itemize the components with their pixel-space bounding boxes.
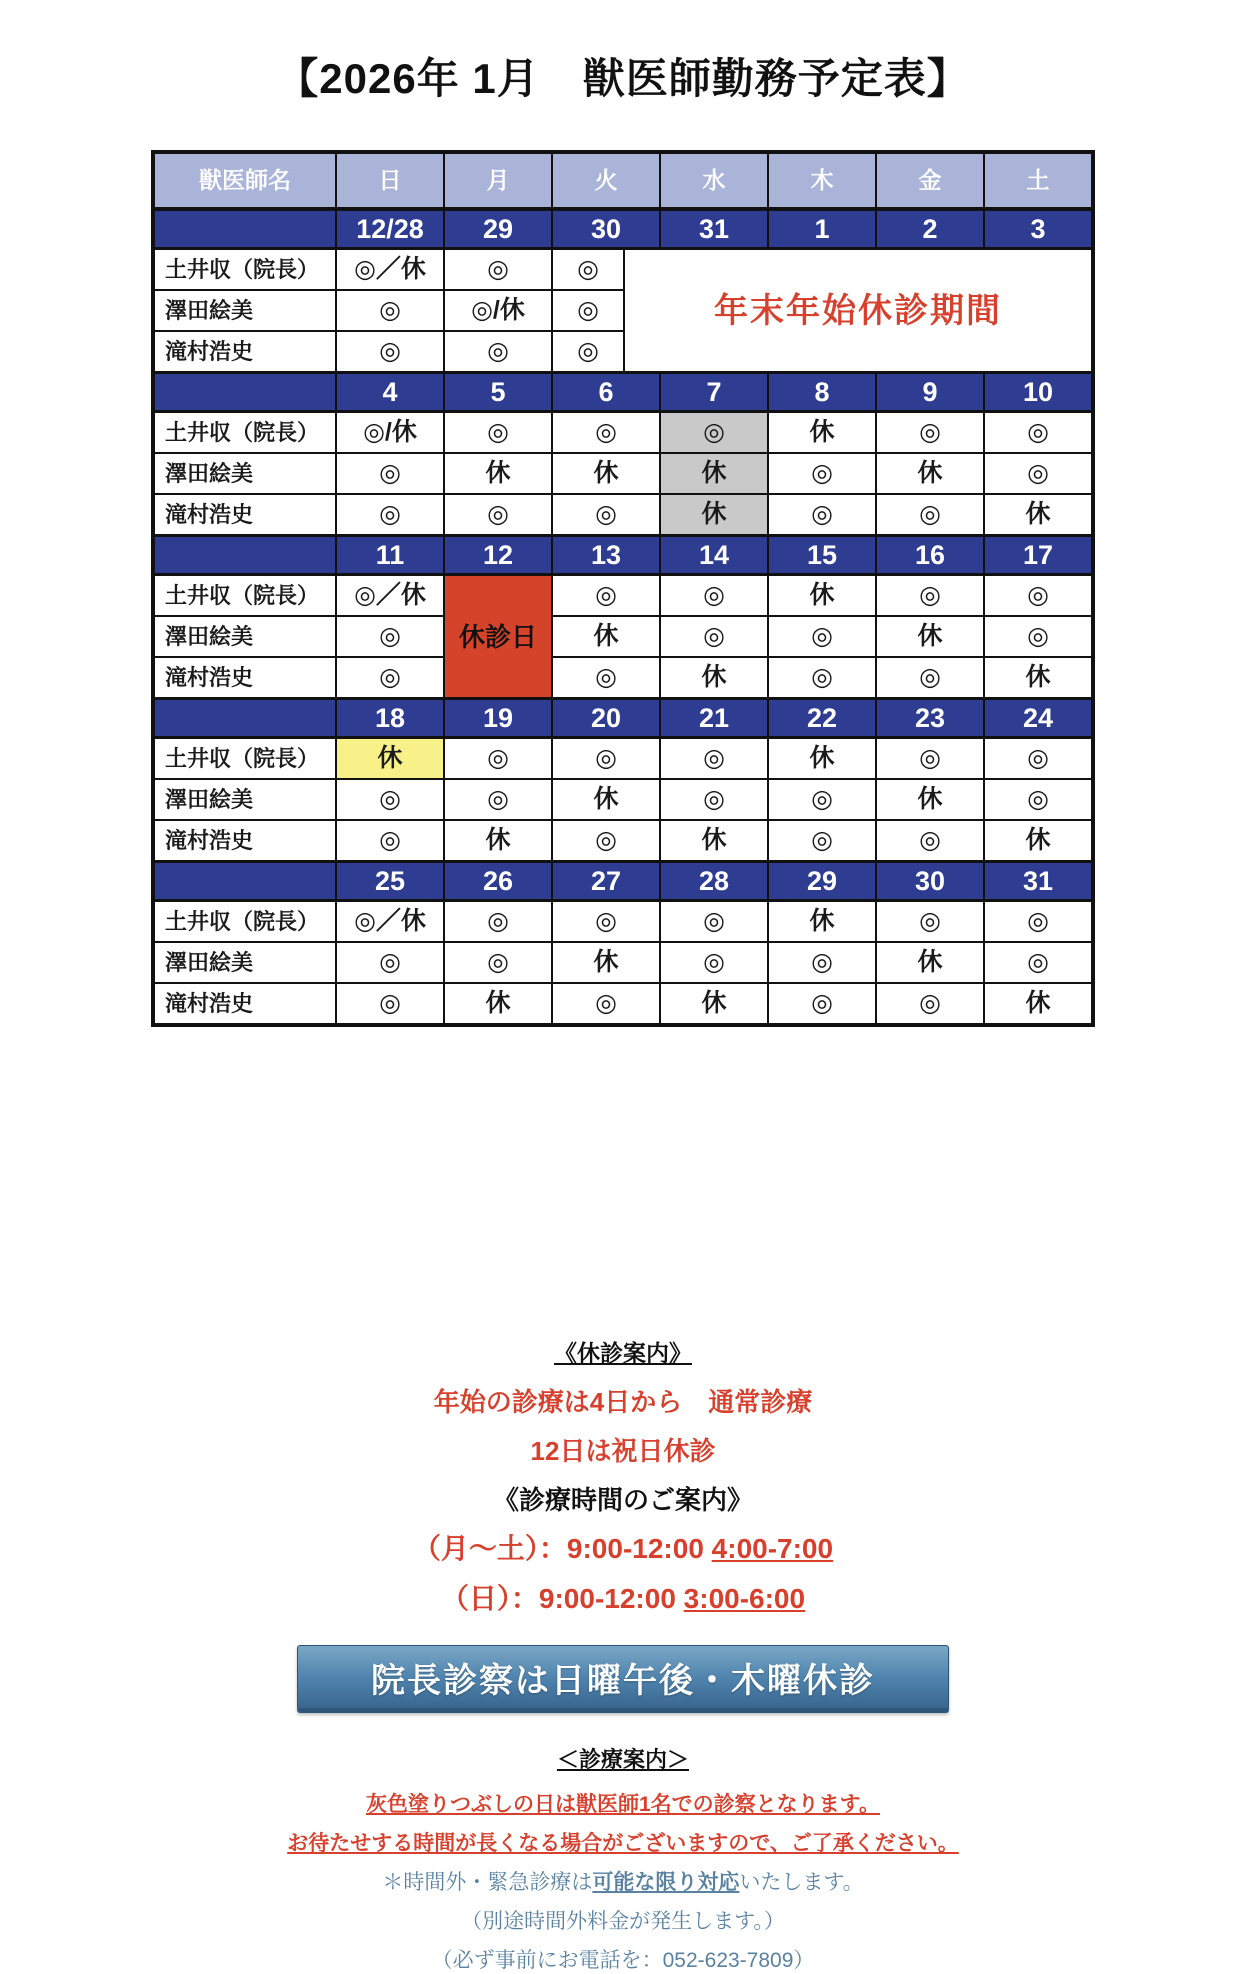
shift-cell: 休 [769, 413, 875, 452]
date-cell: 11 [337, 536, 443, 574]
shift-cell: ◎ [985, 943, 1091, 982]
shift-cell-single-vet: 休 [661, 495, 767, 534]
shift-cell: ◎/休 [445, 291, 551, 330]
shift-cell: ◎／休 [337, 250, 443, 289]
date-cell: 31 [985, 862, 1091, 900]
shift-cell: ◎ [769, 617, 875, 656]
shift-cell: ◎ [553, 413, 659, 452]
shift-cell: 休 [661, 984, 767, 1023]
shift-cell: 休 [769, 739, 875, 778]
date-row-filler [155, 373, 335, 411]
shift-cell: 休 [985, 495, 1091, 534]
vet-name: 滝村浩史 [155, 658, 335, 697]
closure-line-1: 年始の診療は4日から 通常診療 [433, 1387, 813, 1417]
day-header-wed: 水 [661, 154, 767, 208]
shift-cell: ◎ [553, 291, 623, 330]
shift-cell: ◎ [553, 739, 659, 778]
shift-cell: 休 [553, 454, 659, 493]
emergency-note-bold: 可能な限り対応 [592, 1871, 740, 1894]
date-cell: 1 [769, 210, 875, 248]
date-row-filler [155, 536, 335, 574]
shift-cell: 休 [769, 576, 875, 615]
date-row-filler [155, 210, 335, 248]
shift-cell: ◎ [553, 658, 659, 697]
hours-weekday-pm: 4:00-7:00 [711, 1533, 834, 1564]
shift-cell: ◎ [337, 495, 443, 534]
hours-sunday-pm: 3:00-6:00 [683, 1583, 806, 1614]
shift-cell: ◎ [661, 617, 767, 656]
shift-cell: 休 [877, 454, 983, 493]
closure-line-2: 12日は祝日休診 [530, 1436, 716, 1466]
vet-name: 滝村浩史 [155, 495, 335, 534]
date-cell: 7 [661, 373, 767, 411]
shift-cell: ◎ [985, 902, 1091, 941]
closed-day-cell: 休診日 [445, 576, 551, 697]
shift-cell: ◎ [877, 576, 983, 615]
date-cell: 18 [337, 699, 443, 737]
shift-cell: ◎ [769, 984, 875, 1023]
shift-cell-single-vet: ◎ [661, 413, 767, 452]
date-cell: 23 [877, 699, 983, 737]
shift-cell: 休 [661, 821, 767, 860]
date-cell: 25 [337, 862, 443, 900]
vet-name: 土井収（院長） [155, 739, 335, 778]
closure-heading: 《休診案内》 [554, 1340, 692, 1366]
shift-cell: ◎ [445, 495, 551, 534]
date-cell: 8 [769, 373, 875, 411]
shift-cell: ◎ [877, 413, 983, 452]
shift-cell: ◎ [553, 250, 623, 289]
shift-cell: 休 [985, 984, 1091, 1023]
shift-cell: ◎ [769, 658, 875, 697]
info-heading: ＜診療案内＞ [556, 1747, 689, 1772]
emergency-note [0, 1866, 1246, 1896]
date-cell: 5 [445, 373, 551, 411]
shift-cell: 休 [661, 658, 767, 697]
date-row-filler [155, 862, 335, 900]
shift-cell: ◎ [985, 780, 1091, 819]
date-cell: 31 [661, 210, 767, 248]
vet-name: 滝村浩史 [155, 332, 335, 371]
date-cell: 29 [769, 862, 875, 900]
date-cell: 14 [661, 536, 767, 574]
date-cell: 30 [877, 862, 983, 900]
vet-name: 土井収（院長） [155, 902, 335, 941]
shift-cell-director-rest: 休 [337, 739, 443, 778]
vet-name: 滝村浩史 [155, 984, 335, 1023]
corner-header: 獣医師名 [155, 154, 335, 208]
shift-cell: ◎ [769, 943, 875, 982]
shift-cell: ◎ [337, 984, 443, 1023]
shift-cell: 休 [445, 984, 551, 1023]
shift-cell: ◎ [661, 576, 767, 615]
shift-cell: ◎ [553, 984, 659, 1023]
shift-cell: ◎ [337, 780, 443, 819]
phone-note: （必ず事前にお電話を：052-623-7809） [431, 1949, 815, 1972]
shift-cell: ◎ [985, 576, 1091, 615]
shift-cell: ◎ [661, 739, 767, 778]
year-end-closure-note: 年末年始休診期間 [625, 250, 1091, 371]
shift-cell: ◎ [877, 495, 983, 534]
day-header-thu: 木 [769, 154, 875, 208]
shift-cell: ◎ [877, 984, 983, 1023]
shift-cell: ◎ [337, 943, 443, 982]
shift-cell: ◎ [445, 902, 551, 941]
hours-sunday-line [0, 1577, 1246, 1617]
date-cell: 2 [877, 210, 983, 248]
vet-name: 土井収（院長） [155, 413, 335, 452]
hours-weekday-line [0, 1527, 1246, 1567]
date-cell: 9 [877, 373, 983, 411]
date-cell: 12/28 [337, 210, 443, 248]
shift-cell: ◎ [553, 902, 659, 941]
date-cell: 20 [553, 699, 659, 737]
shift-cell: 休 [985, 821, 1091, 860]
director-schedule-banner: 院長診察は日曜午後・木曜休診 [297, 1645, 949, 1713]
date-cell: 22 [769, 699, 875, 737]
shift-cell: 休 [877, 780, 983, 819]
date-cell: 26 [445, 862, 551, 900]
day-header-sat: 土 [985, 154, 1091, 208]
shift-cell: ◎ [985, 617, 1091, 656]
shift-cell: ◎ [445, 332, 551, 371]
closure-notices-section [0, 1335, 1246, 1617]
shift-cell: ◎ [877, 821, 983, 860]
shift-cell: 休 [877, 943, 983, 982]
date-cell: 6 [553, 373, 659, 411]
shift-cell: ◎ [445, 413, 551, 452]
shift-cell: ◎／休 [337, 576, 443, 615]
vet-name: 滝村浩史 [155, 821, 335, 860]
date-cell: 17 [985, 536, 1091, 574]
shift-cell: ◎ [553, 576, 659, 615]
shift-cell: ◎ [337, 332, 443, 371]
shift-cell: 休 [445, 821, 551, 860]
shift-cell: ◎ [661, 780, 767, 819]
day-header-fri: 金 [877, 154, 983, 208]
shift-cell: ◎ [445, 250, 551, 289]
gray-day-note-2: お待たせする時間が長くなる場合がございますので、ご了承ください。 [287, 1832, 959, 1855]
date-cell: 13 [553, 536, 659, 574]
day-header-tue: 火 [553, 154, 659, 208]
shift-cell: 休 [769, 902, 875, 941]
vet-name: 澤田絵美 [155, 943, 335, 982]
shift-cell: ◎ [553, 332, 623, 371]
vet-name: 土井収（院長） [155, 250, 335, 289]
shift-cell: ◎ [661, 943, 767, 982]
hours-sunday-label: （日）：9:00-12:00 [440, 1583, 684, 1614]
date-cell: 30 [553, 210, 659, 248]
shift-cell: 休 [553, 943, 659, 982]
date-cell: 28 [661, 862, 767, 900]
emergency-note-pre: ＊時間外・緊急診療は [382, 1871, 593, 1894]
schedule-table [151, 150, 1095, 1027]
emergency-note-post: いたします。 [739, 1871, 864, 1894]
shift-cell-single-vet: 休 [661, 454, 767, 493]
date-cell: 3 [985, 210, 1091, 248]
shift-cell: ◎ [553, 495, 659, 534]
shift-cell: ◎ [985, 413, 1091, 452]
vet-name: 土井収（院長） [155, 576, 335, 615]
date-cell: 21 [661, 699, 767, 737]
shift-cell: ◎ [877, 658, 983, 697]
shift-cell: ◎ [769, 821, 875, 860]
hours-weekday-label: （月～土）：9:00-12:00 [412, 1533, 712, 1564]
date-cell: 24 [985, 699, 1091, 737]
shift-cell: 休 [553, 780, 659, 819]
shift-cell: ◎／休 [337, 902, 443, 941]
shift-cell: ◎ [877, 902, 983, 941]
shift-cell: 休 [985, 658, 1091, 697]
shift-cell: ◎ [445, 780, 551, 819]
gray-day-note-1: 灰色塗りつぶしの日は獣医師1名での診察となります。 [366, 1793, 880, 1816]
vet-name: 澤田絵美 [155, 291, 335, 330]
vet-name: 澤田絵美 [155, 454, 335, 493]
vet-name: 澤田絵美 [155, 617, 335, 656]
date-cell: 15 [769, 536, 875, 574]
vet-name: 澤田絵美 [155, 780, 335, 819]
shift-cell: ◎ [985, 454, 1091, 493]
shift-cell: ◎ [769, 454, 875, 493]
page-title: 【2026年 1月 獣医師勤務予定表】 [276, 55, 970, 102]
shift-cell: ◎ [337, 291, 443, 330]
shift-cell: ◎ [769, 780, 875, 819]
fee-note: （別途時間外料金が発生します。） [461, 1910, 785, 1933]
shift-cell: ◎/休 [337, 413, 443, 452]
day-header-mon: 月 [445, 154, 551, 208]
shift-cell: ◎ [985, 739, 1091, 778]
date-cell: 12 [445, 536, 551, 574]
shift-cell: ◎ [769, 495, 875, 534]
shift-cell: 休 [445, 454, 551, 493]
shift-cell: ◎ [445, 943, 551, 982]
shift-cell: 休 [553, 617, 659, 656]
shift-cell: ◎ [337, 821, 443, 860]
date-cell: 29 [445, 210, 551, 248]
date-cell: 10 [985, 373, 1091, 411]
date-cell: 16 [877, 536, 983, 574]
shift-cell: ◎ [337, 617, 443, 656]
date-row-filler [155, 699, 335, 737]
shift-cell: ◎ [337, 658, 443, 697]
shift-cell: ◎ [445, 739, 551, 778]
date-cell: 4 [337, 373, 443, 411]
hours-heading: 《診療時間のご案内》 [492, 1485, 753, 1515]
shift-cell: ◎ [661, 902, 767, 941]
clinic-info-section [0, 1743, 1246, 1974]
shift-cell: ◎ [877, 739, 983, 778]
date-cell: 27 [553, 862, 659, 900]
shift-cell: ◎ [337, 454, 443, 493]
shift-cell: 休 [877, 617, 983, 656]
date-cell: 19 [445, 699, 551, 737]
shift-cell: ◎ [553, 821, 659, 860]
day-header-sun: 日 [337, 154, 443, 208]
